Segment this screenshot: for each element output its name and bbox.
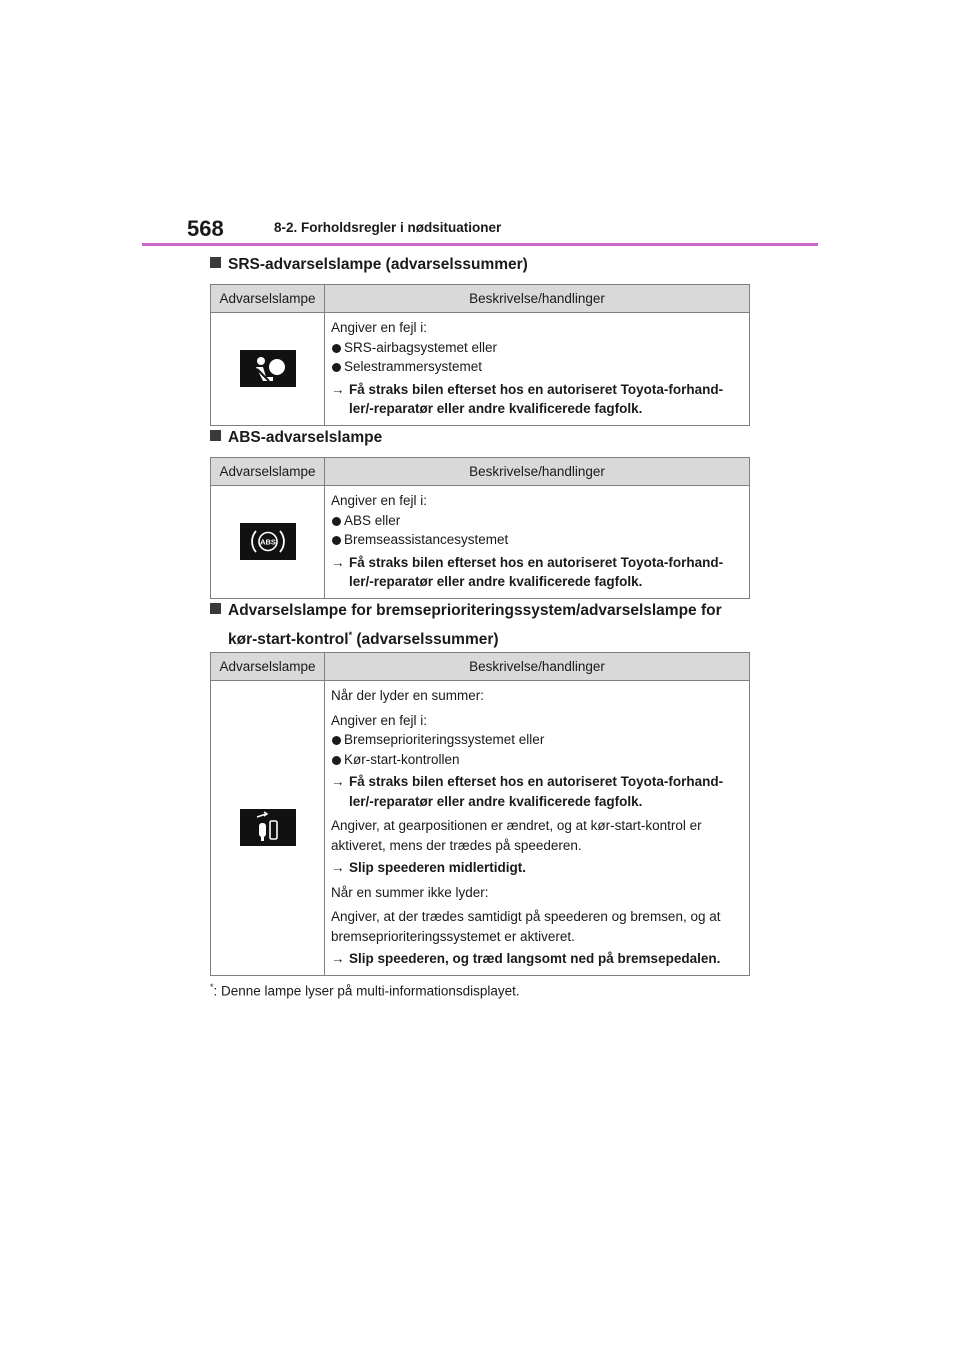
list-item: Kør-start-kontrollen [331, 750, 743, 770]
heading-abs: ABS-advarselslampe [210, 426, 382, 450]
buzzer-on-label: Når der lyder en summer: [331, 688, 485, 703]
buzzer-off-label: Når en summer ikke lyder: [331, 884, 489, 900]
action-text: → Slip speederen, og træd langsomt ned på bremsepedalen. [331, 949, 743, 969]
header-rule [142, 243, 818, 246]
page-header [142, 212, 818, 246]
list-item: SRS-airbagsystemet eller [331, 338, 743, 358]
arrow-right-icon: → [331, 381, 345, 397]
table-srs [210, 284, 750, 426]
header-lamp: Advarselslampe [211, 285, 325, 313]
abs-icon [240, 523, 296, 560]
table-header-row [211, 653, 750, 681]
fault-intro: Angiver en fejl i: [331, 320, 428, 335]
pedal-text: Angiver, at der trædes samtidigt på speederen og bremsen, og at bremseprioriteringssystemet er aktiveret. [331, 909, 721, 944]
page-number: 568 [187, 216, 224, 241]
heading-brake-priority: Advarselslampe for bremseprioriteringssystem/advarselslampe for kør-start-kontrol* (advarselssummer) [210, 599, 722, 652]
square-bullet-icon [210, 603, 221, 614]
list-item: Bremseassistancesystemet [331, 530, 743, 550]
footnote: *: Denne lampe lyser på multi-informationsdisplayet. [210, 982, 520, 999]
gear-text: Angiver, at gearpositionen er ændret, og at kør-start-kontrol er aktiveret, mens der trædes på speederen. [331, 818, 702, 853]
table-row [211, 313, 750, 426]
square-bullet-icon [210, 430, 221, 441]
action-text: → Få straks bilen efterset hos en autoriseret Toyota-forhand- ler/-reparatør eller andre kvalificerede fagfolk. [331, 554, 724, 589]
arrow-right-icon: → [331, 860, 345, 875]
brake-priority-icon [240, 809, 296, 846]
action-text: → Få straks bilen efterset hos en autoriseret Toyota-forhand- ler/-reparatør eller andre kvalificerede fagfolk. [331, 774, 724, 809]
arrow-right-icon: → [331, 951, 345, 966]
heading-srs: SRS-advarselslampe (advarselssummer) [210, 253, 528, 277]
header-lamp: Advarselslampe [211, 458, 325, 486]
arrow-right-icon: → [331, 774, 345, 789]
table-abs [210, 457, 750, 599]
svg-text:ABS: ABS [259, 537, 276, 547]
square-bullet-icon [210, 257, 221, 268]
table-header-row [211, 458, 750, 486]
table-header-row [211, 285, 750, 313]
list-item: ABS eller [331, 511, 743, 531]
fault-intro: Angiver en fejl i: [331, 712, 428, 728]
table-row [211, 681, 750, 976]
list-item: Bremseprioriteringssystemet eller [331, 730, 743, 750]
header-description: Beskrivelse/handlinger [325, 458, 750, 486]
table-row [211, 486, 750, 599]
action-text: → Få straks bilen efterset hos en autoriseret Toyota-forhand- ler/-reparatør eller andre kvalificerede fagfolk. [331, 381, 724, 416]
srs-airbag-icon [240, 350, 296, 387]
table-brake-priority [210, 652, 750, 976]
action-text: → Slip speederen midlertidigt. [331, 858, 743, 878]
fault-intro: Angiver en fejl i: [331, 493, 428, 508]
arrow-right-icon: → [331, 554, 345, 570]
list-item: Selestrammersystemet [331, 357, 743, 377]
section-title: 8-2. Forholdsregler i nødsituationer [274, 220, 502, 235]
header-description: Beskrivelse/handlinger [325, 653, 750, 681]
header-description: Beskrivelse/handlinger [325, 285, 750, 313]
header-lamp: Advarselslampe [211, 653, 325, 681]
